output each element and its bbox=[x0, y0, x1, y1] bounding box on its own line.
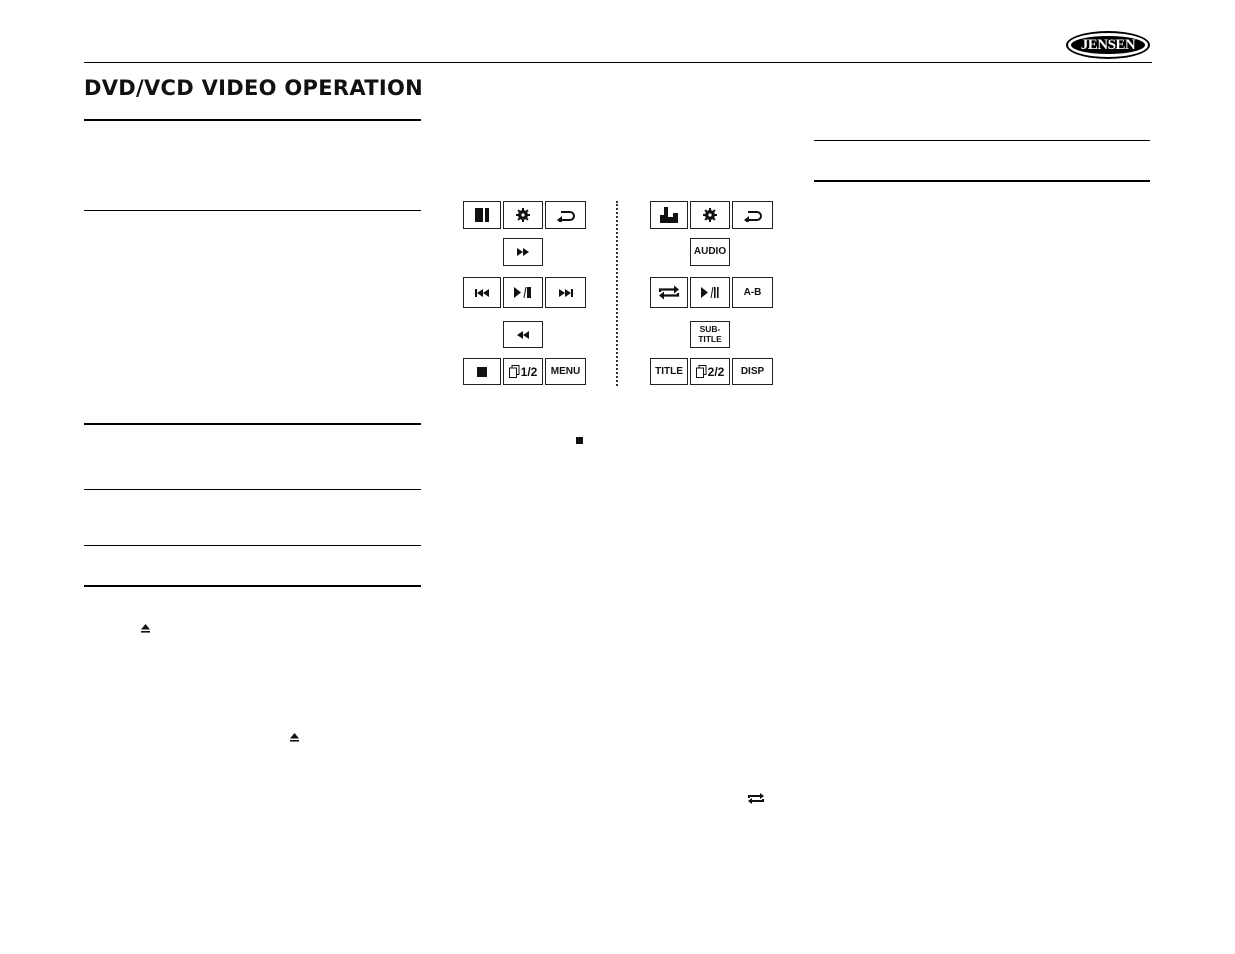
subtitle-label: SUB- TITLE bbox=[698, 323, 722, 344]
eject-icon bbox=[289, 732, 300, 743]
fast-forward-icon bbox=[517, 248, 529, 256]
page-1-button[interactable] bbox=[503, 358, 543, 385]
rewind-icon bbox=[517, 331, 529, 339]
gear-icon bbox=[703, 208, 717, 222]
menu-button[interactable] bbox=[545, 358, 586, 385]
stop-icon bbox=[576, 437, 583, 444]
rewind-button[interactable] bbox=[503, 321, 543, 348]
fast-forward-button[interactable] bbox=[503, 238, 543, 266]
brand-name: JENSEN bbox=[1080, 36, 1136, 53]
play-pause-button-2[interactable] bbox=[690, 277, 730, 308]
panel-divider bbox=[616, 201, 618, 386]
display-label: DISP bbox=[740, 365, 765, 377]
page-2-button[interactable] bbox=[690, 358, 730, 385]
display-button[interactable] bbox=[732, 358, 773, 385]
menu-label: MENU bbox=[550, 365, 581, 377]
section-rule bbox=[84, 545, 421, 546]
audio-label: AUDIO bbox=[693, 246, 727, 257]
next-track-button[interactable] bbox=[545, 277, 586, 308]
pause-button[interactable] bbox=[463, 201, 501, 229]
section-rule bbox=[84, 585, 421, 587]
title-label: TITLE bbox=[655, 365, 683, 377]
previous-track-icon bbox=[475, 289, 489, 297]
equalizer-button[interactable] bbox=[650, 201, 688, 229]
next-track-icon bbox=[559, 289, 573, 297]
subtitle-button[interactable] bbox=[690, 321, 730, 348]
pause-bars-icon bbox=[475, 208, 489, 222]
settings-button-2[interactable] bbox=[690, 201, 730, 229]
section-rule bbox=[814, 140, 1150, 141]
return-button-2[interactable] bbox=[732, 201, 773, 229]
stop-button[interactable] bbox=[463, 358, 501, 385]
stop-icon bbox=[477, 367, 487, 377]
page-2-label: 2/2 bbox=[707, 364, 725, 379]
play-pause-button[interactable] bbox=[503, 277, 543, 308]
repeat-icon bbox=[746, 792, 766, 805]
section-rule bbox=[84, 489, 421, 490]
page-1-label: 1/2 bbox=[520, 364, 538, 379]
return-button[interactable] bbox=[545, 201, 586, 229]
section-rule bbox=[84, 119, 421, 121]
play-pause-icon bbox=[514, 287, 532, 298]
repeat-icon bbox=[657, 285, 681, 300]
settings-button[interactable] bbox=[503, 201, 543, 229]
section-rule bbox=[84, 423, 421, 425]
gear-icon bbox=[516, 208, 530, 222]
return-icon bbox=[744, 208, 762, 222]
section-rule bbox=[814, 180, 1150, 182]
audio-button[interactable] bbox=[690, 238, 730, 266]
header-rule bbox=[84, 62, 1152, 63]
play-pause-icon bbox=[701, 287, 719, 298]
eject-icon bbox=[140, 623, 151, 634]
equalizer-icon bbox=[660, 207, 678, 223]
page-icon bbox=[509, 365, 520, 378]
page-icon bbox=[696, 365, 707, 378]
previous-track-button[interactable] bbox=[463, 277, 501, 308]
section-rule bbox=[84, 210, 421, 211]
repeat-button[interactable] bbox=[650, 277, 688, 308]
return-icon bbox=[557, 208, 575, 222]
title-button[interactable] bbox=[650, 358, 688, 385]
jensen-logo bbox=[1066, 31, 1150, 59]
ab-repeat-label: A-B bbox=[743, 286, 762, 298]
ab-repeat-button[interactable] bbox=[732, 277, 773, 308]
page-title: DVD/VCD VIDEO OPERATION bbox=[84, 76, 424, 100]
